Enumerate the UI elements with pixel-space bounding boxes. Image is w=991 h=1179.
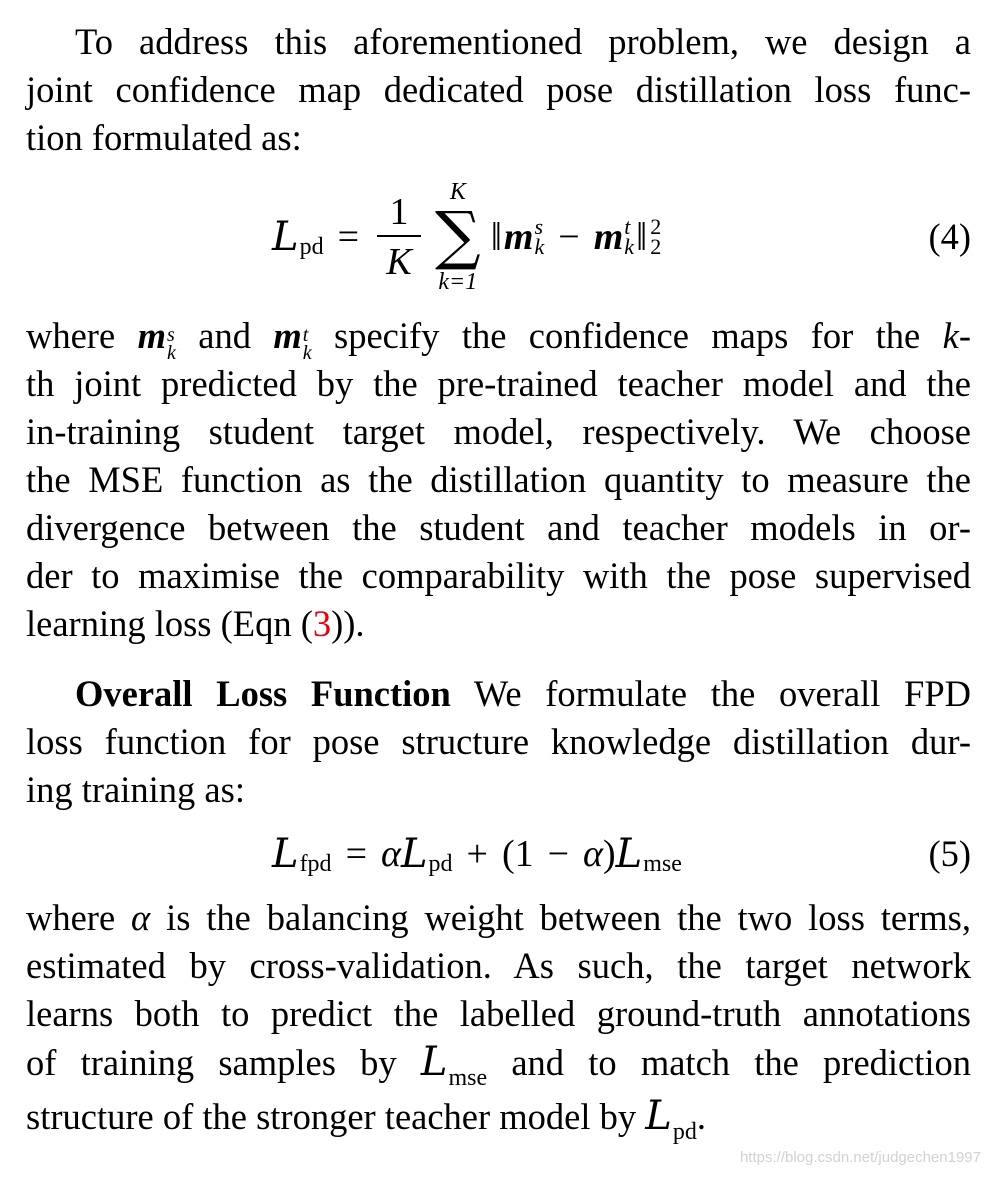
paper-page: [26, 18, 971, 1146]
math-m-t-k: [273, 312, 312, 364]
bold-m: m: [137, 315, 166, 356]
equals-sign: =: [345, 833, 367, 875]
superscript-t: t: [624, 214, 631, 239]
text-span: specify the confidence maps for the: [334, 315, 921, 356]
math-m-s-k: [137, 312, 176, 364]
bold-m: m: [273, 315, 302, 356]
alpha: α: [131, 897, 151, 938]
text-line: To address this aforementioned problem, we design a: [75, 21, 971, 62]
watermark: https://blog.csdn.net/judgechen1997: [739, 1149, 981, 1166]
bold-m: m: [503, 216, 534, 258]
fraction: [377, 193, 421, 281]
text-line: ing training as:: [26, 769, 245, 810]
text-span: )).: [331, 603, 365, 644]
calligraphic-L: L: [645, 1093, 672, 1139]
paren-close: ): [603, 833, 616, 875]
subscript: mse: [448, 1065, 488, 1091]
sum-upper-limit: K: [449, 179, 466, 205]
text-line: [26, 600, 971, 648]
paragraph-definition: [26, 312, 971, 648]
calligraphic-L: L: [420, 1039, 448, 1085]
math-k: k: [942, 315, 959, 356]
text-line: estimated by cross-validation. As such, the target network: [26, 945, 971, 986]
calligraphic-L: L: [272, 214, 299, 260]
sup-sub: [624, 214, 635, 259]
subscript: fpd: [299, 851, 332, 877]
equation-number: (5): [928, 833, 971, 874]
paragraph-overall-loss: [26, 670, 971, 814]
text-line: [26, 1038, 971, 1092]
sup-sub: [534, 214, 545, 259]
text-span: is the balancing weight between the two loss terms,: [166, 897, 972, 938]
superscript-2: 2: [650, 214, 662, 239]
text-line: loss function for pose structure knowledge distillation dur-: [26, 721, 971, 762]
text-span: and to match the prediction: [511, 1042, 972, 1083]
text-span: .: [696, 1096, 706, 1137]
text-line: learns both to predict the labelled ground-truth annotations: [26, 993, 971, 1034]
norm-sup-sub: [650, 214, 662, 259]
text-span: of training samples by: [26, 1042, 397, 1083]
text-span: where: [26, 897, 116, 938]
bold-m: m: [593, 216, 624, 258]
paren-open: (1: [501, 833, 534, 875]
minus-sign: −: [547, 833, 570, 875]
text-span: -: [958, 315, 972, 356]
subscript-2: 2: [650, 234, 662, 259]
subscript: pd: [428, 851, 453, 877]
plus-sign: +: [466, 833, 488, 875]
text-line: th joint predicted by the pre-trained teacher model and the: [26, 363, 971, 404]
text-span: and: [198, 315, 251, 356]
subscript: pd: [672, 1119, 697, 1145]
equation-5-body: [272, 814, 682, 894]
text-line: joint confidence map dedicated pose distillation loss func-: [26, 69, 971, 110]
text-line: [26, 312, 972, 364]
paragraph-conclusion: [26, 894, 971, 1146]
text-line: tion formulated as:: [26, 117, 302, 158]
sum-lower-limit: k=1: [438, 269, 478, 295]
subscript-k: k: [534, 234, 545, 259]
text-span: structure of the stronger teacher model by: [26, 1096, 637, 1137]
subscript-k: k: [624, 234, 635, 259]
norm-close: ‖: [636, 214, 648, 259]
equation-4: [26, 162, 971, 312]
paragraph-intro: [26, 18, 971, 162]
calligraphic-L: L: [400, 831, 428, 877]
paragraph-gap: [26, 648, 971, 670]
text-line: the MSE function as the distillation quantity to measure the: [26, 459, 971, 500]
subscript-k: k: [166, 342, 176, 364]
paragraph-heading: Overall Loss Function: [75, 673, 451, 714]
alpha: α: [583, 833, 603, 875]
text-span: learning loss (Eqn (: [26, 603, 313, 644]
fraction-numerator: 1: [389, 191, 409, 233]
norm-open: ‖: [490, 214, 502, 259]
superscript-s: s: [534, 214, 544, 239]
text-line: [26, 894, 971, 942]
equals-sign: =: [337, 216, 359, 258]
subscript-k: k: [302, 342, 312, 364]
text-span: We formulate the overall FPD: [473, 673, 972, 714]
fraction-denominator: K: [386, 241, 412, 283]
text-line: der to maximise the comparability with the pose supervised: [26, 555, 971, 596]
equation-number: (4): [928, 216, 971, 257]
alpha: α: [381, 833, 401, 875]
text-span: where: [26, 315, 116, 356]
text-line: in-training student target model, respectively. We choose: [26, 411, 971, 452]
superscript-s: s: [166, 324, 175, 346]
minus-sign: −: [558, 216, 580, 258]
text-line: [26, 1092, 971, 1146]
text-line: [26, 670, 971, 718]
text-line: divergence between the student and teacher models in or-: [26, 507, 971, 548]
sigma-symbol: ∑: [435, 199, 481, 273]
subscript: pd: [299, 234, 324, 260]
subscript: mse: [643, 851, 682, 877]
summation: [435, 180, 481, 294]
superscript-t: t: [302, 324, 309, 346]
equation-5: [26, 814, 971, 894]
calligraphic-L: L: [272, 831, 299, 877]
equation-reference-link[interactable]: 3: [312, 603, 332, 644]
calligraphic-L: L: [615, 831, 643, 877]
equation-4-body: [272, 162, 661, 312]
